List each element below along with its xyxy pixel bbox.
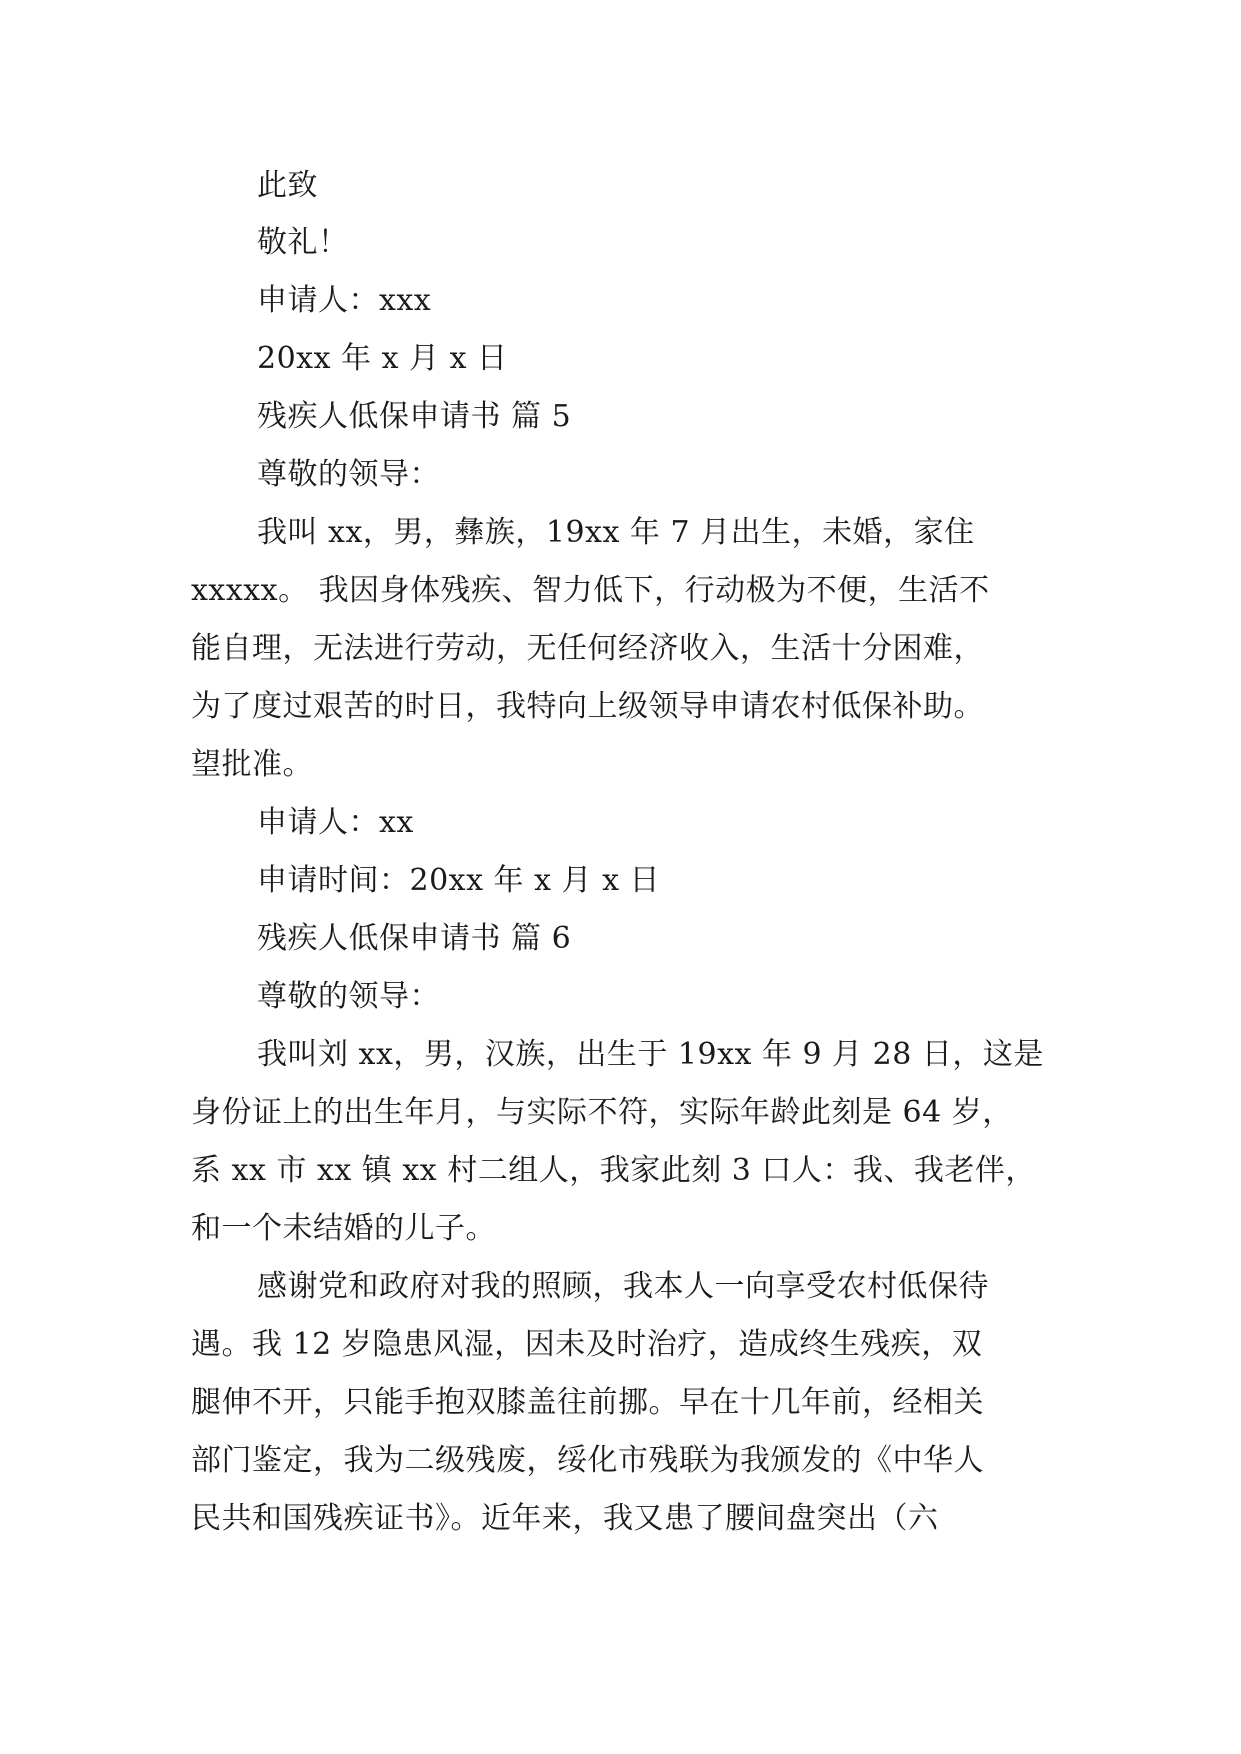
paragraph-6a-line-1: 我叫刘 xx，男，汉族，出生于 19xx 年 9 月 28 日，这是 bbox=[257, 1037, 1044, 1072]
paragraph-6a-line-3: 系 xx 市 xx 镇 xx 村二组人，我家此刻 3 口人：我、我老伴， bbox=[191, 1153, 1036, 1188]
paragraph-6b-line-1: 感谢党和政府对我的照顾，我本人一向享受农村低保待 bbox=[257, 1269, 989, 1304]
salutation-5: 尊敬的领导： bbox=[257, 457, 440, 492]
paragraph-6b-line-3: 腿伸不开，只能手抱双膝盖往前挪。早在十几年前，经相关 bbox=[191, 1385, 984, 1420]
salutation-6: 尊敬的领导： bbox=[257, 979, 440, 1014]
paragraph-6a-line-4: 和一个未结婚的儿子。 bbox=[191, 1211, 496, 1246]
paragraph-5-line-5: 望批准。 bbox=[191, 747, 313, 782]
paragraph-5-line-1: 我叫 xx，男，彝族，19xx 年 7 月出生，未婚，家住 bbox=[257, 515, 975, 550]
date-line-2: 申请时间：20xx 年 x 月 x 日 bbox=[257, 863, 661, 898]
closing-line-1: 此致 bbox=[257, 168, 318, 203]
paragraph-5-line-3: 能自理，无法进行劳动，无任何经济收入，生活十分困难， bbox=[191, 631, 984, 666]
section-heading-5: 残疾人低保申请书 篇 5 bbox=[257, 399, 572, 434]
applicant-line: 申请人：xxx bbox=[257, 283, 432, 318]
applicant-line-2: 申请人：xx bbox=[257, 805, 414, 840]
section-heading-6: 残疾人低保申请书 篇 6 bbox=[257, 921, 572, 956]
paragraph-5-line-4: 为了度过艰苦的时日，我特向上级领导申请农村低保补助。 bbox=[191, 689, 984, 724]
date-line: 20xx 年 x 月 x 日 bbox=[257, 341, 508, 376]
paragraph-5-line-2: xxxxx。 我因身体残疾、智力低下，行动极为不便，生活不 bbox=[191, 573, 990, 608]
paragraph-6a-line-2: 身份证上的出生年月，与实际不符，实际年龄此刻是 64 岁， bbox=[191, 1095, 1013, 1130]
paragraph-6b-line-5: 民共和国残疾证书》。近年来，我又患了腰间盘突出（六 bbox=[191, 1501, 939, 1536]
paragraph-6b-line-4: 部门鉴定，我为二级残废，绥化市残联为我颁发的《中华人 bbox=[191, 1443, 984, 1478]
paragraph-6b-line-2: 遇。我 12 岁隐患风湿，因未及时治疗，造成终生残疾，双 bbox=[191, 1327, 983, 1362]
closing-line-2: 敬礼！ bbox=[257, 225, 349, 260]
